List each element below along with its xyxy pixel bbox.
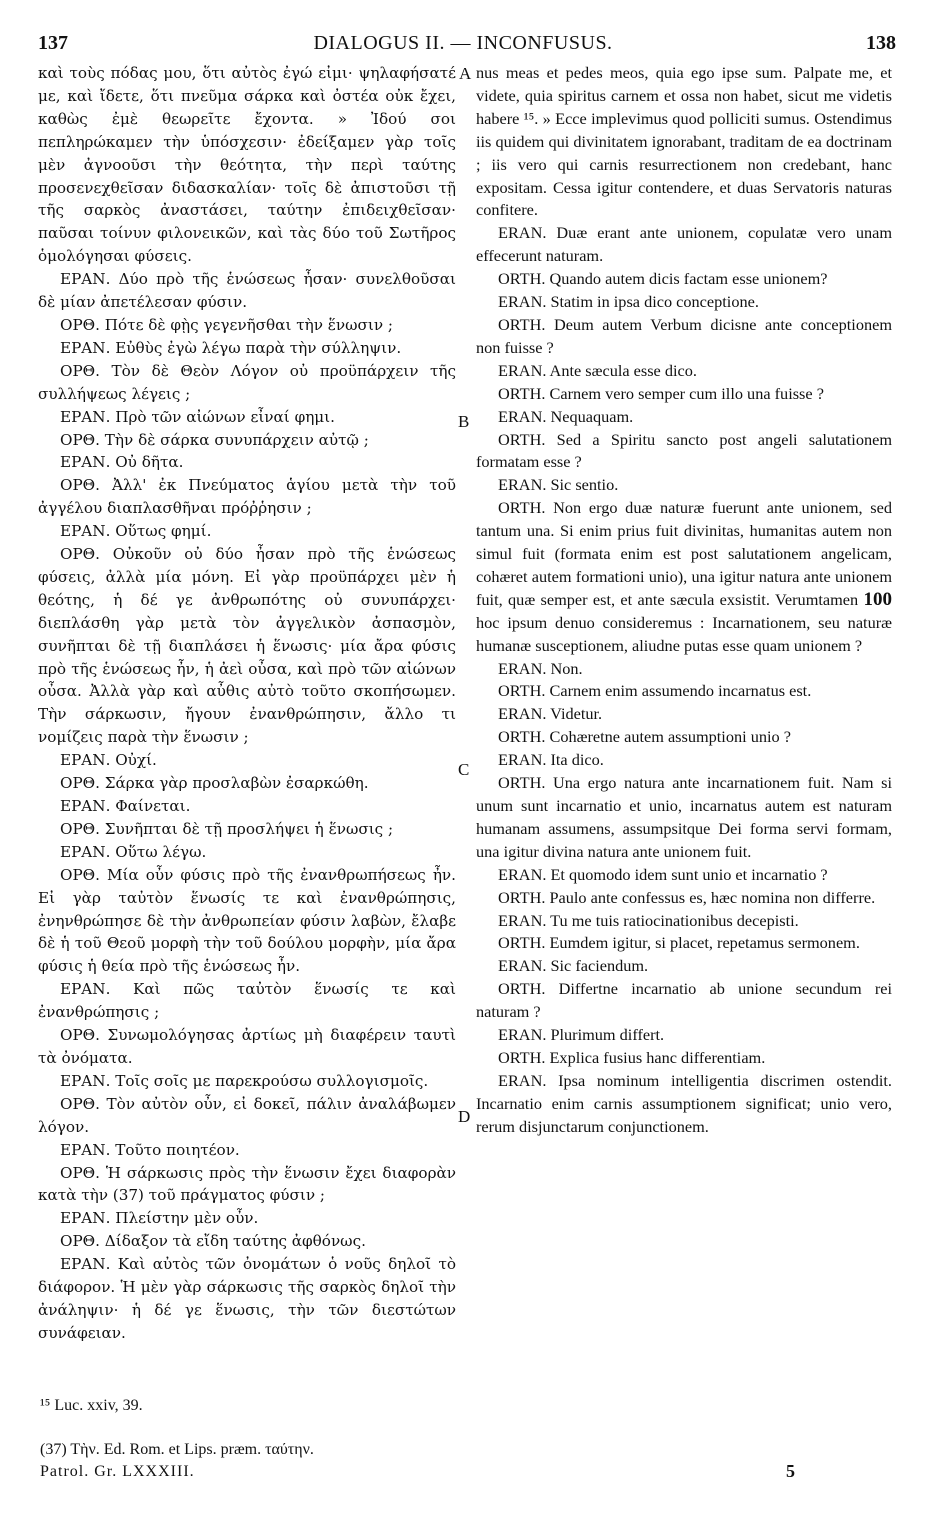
latin-paragraph: ERAN. Ante sæcula esse dico. (498, 360, 697, 380)
latin-paragraph: ERAN. Ita dico. (498, 750, 604, 770)
latin-paragraph: ERAN. Nequaquam. (498, 406, 634, 426)
latin-paragraph: ERAN. Sic sentio. (498, 475, 619, 495)
running-title: DIALOGUS II. — INCONFUSUS. (313, 32, 613, 54)
latin-paragraph: ORTH. Carnem enim assumendo incarnatus est. (498, 681, 812, 701)
greek-paragraph: ΕΡΑΝ. Εὐθὺς ἐγὼ λέγω παρὰ τὴν σύλληψιν. (60, 338, 402, 357)
greek-paragraph: ΕΡΑΝ. Δύο πρὸ τῆς ἑνώσεως ἦσαν· συνελθοῦσαι δὲ μίαν ἀπετέλεσαν φύσιν. (38, 270, 456, 312)
greek-paragraph: ΟΡΘ. Μία οὖν φύσις πρὸ τῆς ἐνανθρωπήσεως ἦν. Εἰ γὰρ ταὐτὸν ἕνωσίς τε καὶ ἐνανθρώπησις, ἐνηνθρώπησε δὲ τὴν ἀνθρωπείαν φύσιν λαβὼν, ἔλαβε δὲ ἡ τοῦ Θεοῦ μορφὴ τὴν τοῦ δούλου μορφὴν, μία ἄρα φύσις ἡ θεία πρὸ τῆς ἑνώσεως ἦν. (38, 865, 456, 976)
greek-paragraph: ΟΡΘ. Συνῆπται δὲ τῇ προσλήψει ἡ ἕνωσις ; (60, 819, 394, 838)
greek-paragraph: ΟΡΘ. Ἀλλ' ἐκ Πνεύματος ἁγίου μετὰ τὴν τοῦ ἀγγέλου διαπλασθῆναι πρόῤῥησιν ; (38, 476, 456, 518)
greek-paragraph: ΟΡΘ. Πότε δὲ φῂς γεγενῆσθαι τὴν ἕνωσιν ; (60, 315, 394, 334)
latin-text-column (476, 62, 892, 1139)
greek-paragraph: ΕΡΑΝ. Τοῖς σοῖς με παρεκρούσω συλλογισμοῖς. (60, 1071, 429, 1090)
greek-text-column (38, 62, 456, 1345)
greek-paragraph: ΟΡΘ. Τὸν αὐτὸν οὖν, εἰ δοκεῖ, πάλιν ἀναλάβωμεν λόγον. (38, 1094, 456, 1136)
greek-paragraph: ΕΡΑΝ. Οὐχί. (60, 751, 157, 770)
latin-paragraph: ORTH. Explica fusius hanc differentiam. (498, 1047, 766, 1067)
latin-paragraph: ERAN. Ipsa nominum intelligentia discrimen ostendit. Incarnatio enim carnis assumptionem significat; unio vero, rerum disjunctarum conjunctionem. (476, 1070, 892, 1136)
greek-paragraph: ΕΡΑΝ. Οὐ δῆτα. (60, 453, 184, 472)
footnote-scripture: ¹⁵ Luc. xxiv, 39. (40, 1397, 143, 1414)
greek-paragraph: ΟΡΘ. Συνωμολόγησας ἀρτίως μὴ διαφέρειν ταυτὶ τὰ ὀνόματα. (38, 1026, 456, 1067)
greek-paragraph: ΕΡΑΝ. Οὕτως φημί. (60, 522, 212, 541)
greek-paragraph: ΕΡΑΝ. Καὶ αὐτὸς τῶν ὀνομάτων ὁ νοῦς δηλοῖ τὸ διάφορον. Ἡ μὲν γὰρ σάρκωσις τῆς σαρκὸς δηλοῖ τὴν ἀνάληψιν· ἡ δέ γε ἕνωσις, τὴν τῶν διεστώτων συνάφειαν. (38, 1255, 456, 1342)
latin-paragraph: ERAN. Et quomodo idem sunt unio et incarnatio ? (498, 864, 828, 884)
latin-paragraph: ORTH. Paulo ante confessus es, hæc nomina non differre. (498, 887, 876, 907)
latin-paragraph: ORTH. Eumdem igitur, si placet, repetamus sermonem. (498, 933, 860, 953)
sheet-number: 5 (786, 1461, 795, 1481)
page-number-left: 137 (38, 32, 68, 54)
running-header (30, 32, 896, 60)
latin-paragraph: ERAN. Duæ erant ante unionem, copulatæ vero unam effecerunt naturam. (476, 223, 892, 266)
latin-paragraph: ERAN. Videtur. (498, 704, 603, 724)
latin-paragraph: ORTH. Deum autem Verbum dicisne ante conceptionem non fuisse ? (476, 314, 892, 357)
latin-paragraph: ORTH. Sed a Spiritu sancto post angeli salutationem formatam esse ? (476, 429, 892, 472)
margin-marker-d: D (458, 1107, 471, 1126)
latin-paragraph: ERAN. Non. (498, 658, 583, 678)
greek-paragraph: ΟΡΘ. Ἡ σάρκωσις πρὸς τὴν ἕνωσιν ἔχει διαφορὰν κατὰ τὴν (37) τοῦ πράγματος φύσιν ; (38, 1163, 456, 1205)
margin-marker-b: B (458, 412, 470, 431)
column-number: 100 (863, 588, 892, 610)
latin-paragraph: ORTH. Cohæretne autem assumptioni unio ? (498, 727, 791, 747)
latin-paragraph: ORTH. Carnem vero semper cum illo una fuisse ? (498, 383, 824, 403)
greek-paragraph: ΟΡΘ. Τὴν δὲ σάρκα συνυπάρχειν αὐτῷ ; (60, 430, 369, 449)
latin-paragraph: ORTH. Non ergo duæ naturæ fuerunt ante unionem, sed tantum una. Si enim prius fuit divinitas, humanitas autem non simul fuit (formata enim est post salutationem angelicam, cohæret autem formationi unio), una igitur natura ante unionem fuit, quæ semper est, et ante sæcula exsistit. Verumtamen 100 hoc ipsum denuo consideremus : Incarnationem, seu naturæ humanæ susceptionem, aliudne putas esse quam unionem ? (476, 498, 892, 655)
greek-paragraph: ΕΡΑΝ. Τοῦτο ποιητέον. (60, 1140, 240, 1159)
latin-paragraph: nus meas et pedes meos, quia ego ipse sum. Palpate me, et videte, quia spiritus carnem et ossa non habet, sicut me videtis habere ¹⁵. » Ecce implevimus quod polliciti sumus. Ostendimus iis quidem qui divinitatem ignorabant, traditam de ea doctrinam ; iis vero qui carnis resurrectionem non credebant, hanc expositam. Cessa igitur contendere, et duas Servatoris naturas confitere. (476, 63, 892, 220)
signature-line: Patrol. Gr. LXXXIII. (40, 1463, 195, 1480)
margin-marker-a: A (459, 64, 472, 83)
footnote-variant: (37) Τὴν. Ed. Rom. et Lips. præm. ταύτην. (40, 1441, 314, 1458)
latin-paragraph: ERAN. Sic faciendum. (498, 956, 649, 976)
greek-paragraph: ΕΡΑΝ. Καὶ πῶς ταὐτὸν ἕνωσίς τε καὶ ἐνανθρώπησις ; (38, 980, 456, 1022)
greek-paragraph: καὶ τοὺς πόδας μου, ὅτι αὐτὸς ἐγώ εἰμι· ψηλαφήσατέ με, καὶ ἴδετε, ὅτι πνεῦμα σάρκα καὶ ὀστέα οὐκ ἔχει, καθὼς ἐμὲ θεωρεῖτε ἔχοντα. » Ἰδού σοι πεπληρώκαμεν τὴν ὑπόσχεσιν· ἐδείξαμεν γὰρ τοῖς μὲν ἀγνοοῦσι τὴν θεότητα, τὴν περὶ ταύτης προσενεχθεῖσαν διδασκαλίαν· τοῖς δὲ ἀπιστοῦσι τῇ τῆς σαρκὸς ἀναστάσει, ταύτην ἐπιδειχθεῖσαν· παῦσαι τοίνυν φιλονεικῶν, καὶ τὰς δύο τοῦ Σωτῆρος ὁμολόγησαι φύσεις. (38, 64, 456, 266)
latin-paragraph: ORTH. Differtne incarnatio ab unione secundum rei naturam ? (476, 979, 892, 1022)
latin-paragraph: ORTH. Quando autem dicis factam esse unionem? (498, 269, 828, 289)
latin-paragraph: ERAN. Plurimum differt. (498, 1025, 665, 1045)
latin-paragraph: ERAN. Tu me tuis ratiocinationibus decepisti. (498, 910, 799, 930)
latin-paragraph: ORTH. Una ergo natura ante incarnationem fuit. Nam si unum sunt incarnatio et unio, incarnatus autem est naturam humanam assumens, assumpsitque Dei forma servi formam, una igitur divina natura ante unionem fuit. (476, 773, 892, 861)
greek-paragraph: ΟΡΘ. Τὸν δὲ Θεὸν Λόγον οὐ προϋπάρχειν τῆς συλλήψεως λέγεις ; (38, 361, 456, 403)
footnote-rule (40, 1392, 150, 1394)
greek-paragraph: ΟΡΘ. Σάρκα γὰρ προσλαβὼν ἐσαρκώθη. (60, 774, 369, 793)
greek-paragraph: ΟΡΘ. Δίδαξον τὰ εἴδη ταύτης ἀφθόνως. (60, 1232, 366, 1251)
page-number-right: 138 (866, 32, 896, 54)
greek-paragraph: ΕΡΑΝ. Πρὸ τῶν αἰώνων εἶναί φημι. (60, 407, 335, 426)
greek-paragraph: ΕΡΑΝ. Οὕτω λέγω. (60, 842, 207, 861)
greek-paragraph: ΕΡΑΝ. Πλείστην μὲν οὖν. (60, 1209, 259, 1228)
latin-paragraph: ERAN. Statim in ipsa dico conceptione. (498, 292, 759, 312)
greek-paragraph: ΟΡΘ. Οὐκοῦν οὐ δύο ἦσαν πρὸ τῆς ἑνώσεως φύσεις, ἀλλὰ μία μόνη. Εἰ γὰρ προϋπάρχει μὲν ἡ θεότης, ἡ δέ γε ἀνθρωπότης οὐ συνυπάρχει· διεπλάσθη γὰρ μετὰ τὸν ἀγγελικὸν ἀσπασμὸν, συνῆπται δὲ τῇ διαπλάσει ἡ ἕνωσις· μία ἄρα φύσις πρὸ τῆς ἑνώσεως ἦν, ἡ ἀεὶ οὖσα, καὶ πρὸ τῶν αἰώνων οὖσα. Ἀλλὰ γὰρ καὶ αὖθις αὐτὸ τοῦτο σκοπήσωμεν. Τὴν σάρκωσιν, ἤγουν ἐνανθρώπησιν, ἄλλο τι νομίζεις παρὰ τὴν ἕνωσιν ; (38, 545, 456, 747)
margin-marker-c: C (458, 760, 470, 779)
greek-paragraph: ΕΡΑΝ. Φαίνεται. (60, 797, 191, 815)
